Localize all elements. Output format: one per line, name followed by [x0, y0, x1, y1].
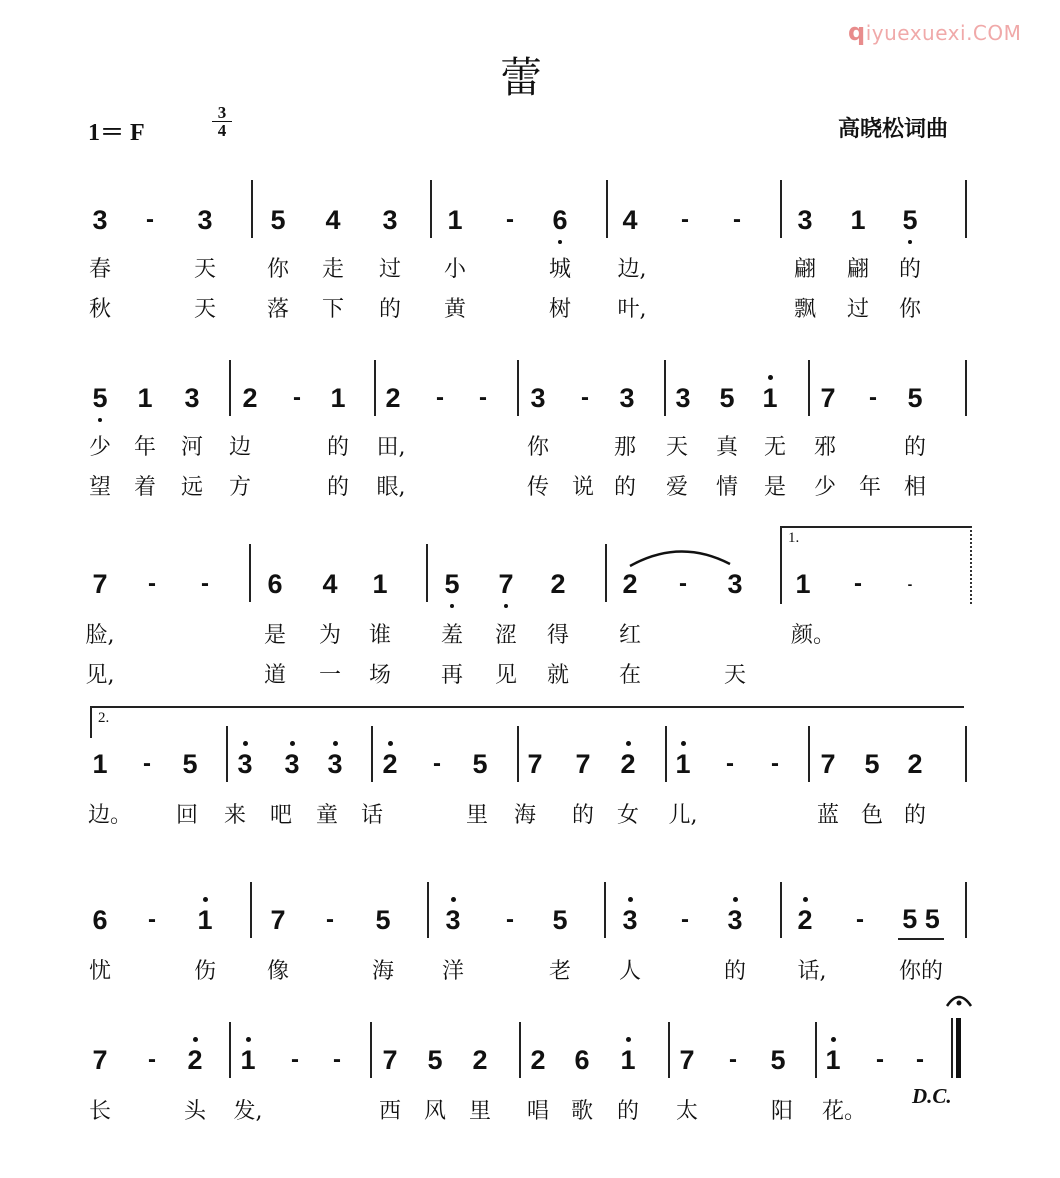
note-row: [0, 1040, 1060, 1080]
note-high: 1: [613, 1040, 643, 1080]
lyric: 爱: [665, 475, 688, 500]
lyric: 见: [494, 663, 517, 688]
lyric: 风: [423, 1099, 446, 1124]
note: 4: [622, 205, 638, 235]
note: 7: [820, 749, 836, 779]
time-signature-bottom: 4: [212, 121, 232, 139]
note: 5: [719, 383, 735, 413]
note-dash: -: [733, 206, 741, 233]
note-dash: -: [148, 570, 156, 597]
lyric: 那: [613, 435, 636, 460]
lyric: 无: [763, 435, 786, 460]
lyric: 童: [315, 803, 338, 828]
lyric: 色: [860, 803, 883, 828]
volta-number: 1.: [788, 530, 800, 546]
lyric: 的: [616, 1099, 639, 1124]
note: 6: [267, 569, 283, 599]
lyric: 谁: [368, 623, 391, 648]
note: 3: [184, 383, 200, 413]
note: 7: [820, 383, 836, 413]
lyric: 你: [898, 297, 921, 322]
lyric: 年: [133, 435, 156, 460]
volta-number: 2.: [98, 710, 110, 726]
lyric: 的: [903, 435, 926, 460]
lyric: 是: [263, 623, 286, 648]
note-dash: -: [907, 576, 913, 592]
second-ending-bracket: [90, 706, 964, 738]
note-row: [0, 200, 1060, 240]
lyric: 落: [266, 297, 289, 322]
note-high: 1: [818, 1040, 848, 1080]
lyric: 里: [468, 1099, 491, 1124]
lyric: 太: [675, 1099, 698, 1124]
lyrics-verse-1: [0, 799, 1060, 833]
note: 7: [527, 749, 543, 779]
lyric: 脸,: [85, 623, 115, 648]
lyric: 你的: [898, 959, 943, 984]
lyric: 头: [183, 1099, 206, 1124]
note: 1: [330, 383, 346, 413]
note: 7: [575, 749, 591, 779]
lyric: 是: [763, 475, 786, 500]
lyric: 的: [613, 475, 636, 500]
lyric: 花。: [822, 1099, 867, 1124]
note-dash: -: [148, 1046, 156, 1073]
note: 4: [322, 569, 338, 599]
note-dash: -: [854, 570, 862, 597]
lyric: 场: [368, 663, 391, 688]
note: 5: [864, 749, 880, 779]
note: 5: [182, 749, 198, 779]
watermark-text: iyuexuexi.COM: [865, 21, 1022, 45]
note: 2: [907, 749, 923, 779]
lyric: 你: [526, 435, 549, 460]
lyrics-verse-1: [0, 619, 1060, 653]
note-dash: -: [581, 384, 589, 411]
lyric: 的: [571, 803, 594, 828]
lyric: 年: [858, 475, 881, 500]
lyric: 真: [715, 435, 738, 460]
note-high: 3: [320, 744, 350, 784]
note: 3: [197, 205, 213, 235]
note-dash: -: [436, 384, 444, 411]
watermark-logo-icon: q: [848, 18, 866, 46]
lyrics-verse-1: [0, 955, 1060, 989]
note: 3: [92, 205, 108, 235]
lyric: 长: [88, 1099, 111, 1124]
lyric: 一: [318, 663, 341, 688]
lyric: 颜。: [791, 623, 836, 648]
lyric: 少: [88, 435, 111, 460]
note: 5: [427, 1045, 443, 1075]
lyrics-verse-1: [0, 253, 1060, 287]
note-dash: -: [729, 1046, 737, 1073]
lyric: 阳: [770, 1099, 793, 1124]
lyric: 说: [571, 475, 594, 500]
lyric: 海: [513, 803, 536, 828]
note: 2: [472, 1045, 488, 1075]
lyric: 边。: [88, 803, 133, 828]
lyric: 树: [548, 297, 571, 322]
lyric: 过: [378, 257, 401, 282]
lyric: 相: [903, 475, 926, 500]
lyric: 望: [88, 475, 111, 500]
lyric: 传: [526, 475, 549, 500]
lyric: 翩: [793, 257, 816, 282]
note-dash: -: [479, 384, 487, 411]
lyric: 下: [321, 297, 344, 322]
lyrics-verse-1: [0, 1095, 1060, 1129]
note: 5: [770, 1045, 786, 1075]
lyrics-verse-2: [0, 471, 1060, 505]
note: 1: [372, 569, 388, 599]
lyric: 涩: [494, 623, 517, 648]
lyric: 人: [618, 959, 641, 984]
lyric: 见,: [85, 663, 115, 688]
note-high: 3: [230, 744, 260, 784]
note: 2: [242, 383, 258, 413]
lyric: 邪: [813, 435, 836, 460]
note: 1: [795, 569, 811, 599]
lyric: 走: [321, 257, 344, 282]
note: 6: [92, 905, 108, 935]
lyric: 天: [723, 663, 746, 688]
lyric: 着: [133, 475, 156, 500]
lyric: 天: [193, 257, 216, 282]
note: 2: [530, 1045, 546, 1075]
note-dash: -: [681, 206, 689, 233]
lyric: 的: [378, 297, 401, 322]
lyrics-verse-2: [0, 293, 1060, 327]
lyric: 秋: [88, 297, 111, 322]
lyric: 再: [440, 663, 463, 688]
lyric: 的: [326, 475, 349, 500]
site-watermark: [848, 18, 1021, 46]
lyric: 就: [546, 663, 569, 688]
note: 2: [622, 569, 638, 599]
note-high: 1: [233, 1040, 263, 1080]
note-high: 2: [790, 900, 820, 940]
note-low: 7: [491, 564, 521, 604]
lyric: 伤: [193, 959, 216, 984]
note-dash: -: [326, 906, 334, 933]
lyric: 边,: [617, 257, 647, 282]
note: 5: [907, 383, 923, 413]
note-high: 1: [190, 900, 220, 940]
lyric: 红: [618, 623, 641, 648]
note: 5: [270, 205, 286, 235]
note-dash: -: [856, 906, 864, 933]
note-high: 2: [180, 1040, 210, 1080]
note-dash: -: [681, 906, 689, 933]
lyric: 唱: [526, 1099, 549, 1124]
time-signature: [212, 104, 232, 139]
note-dash: -: [916, 1046, 924, 1073]
lyric: 的: [326, 435, 349, 460]
lyric: 飘: [793, 297, 816, 322]
lyric: 忧: [88, 959, 111, 984]
song-title: 蕾: [500, 53, 543, 102]
note-dash: -: [293, 384, 301, 411]
note-dash: -: [506, 206, 514, 233]
lyric: 为: [318, 623, 341, 648]
note: 7: [382, 1045, 398, 1075]
note-high: 3: [720, 900, 750, 940]
fermata-icon: [944, 988, 974, 1010]
lyric: 春: [88, 257, 111, 282]
lyric: 里: [465, 803, 488, 828]
note-high: 2: [375, 744, 405, 784]
note-dash: -: [679, 570, 687, 597]
lyric: 远: [180, 475, 203, 500]
lyric: 西: [378, 1099, 401, 1124]
note-dash: -: [869, 384, 877, 411]
lyric: 儿,: [668, 803, 698, 828]
note: 3: [675, 383, 691, 413]
note: 7: [270, 905, 286, 935]
note: 6: [574, 1045, 590, 1075]
note: 3: [797, 205, 813, 235]
note: 7: [92, 569, 108, 599]
note-low: 6: [545, 200, 575, 240]
lyric: 情: [715, 475, 738, 500]
note: 2: [385, 383, 401, 413]
lyric: 洋: [441, 959, 464, 984]
lyric: 天: [665, 435, 688, 460]
lyric: 回: [175, 803, 198, 828]
note-row: [0, 564, 1060, 604]
time-signature-top: 3: [217, 103, 227, 122]
note-row: [0, 900, 1060, 940]
note-dash: -: [148, 906, 156, 933]
lyric: 道: [263, 663, 286, 688]
note: 3: [727, 569, 743, 599]
lyric: 方: [228, 475, 251, 500]
note-row: [0, 744, 1060, 784]
note: 5: [375, 905, 391, 935]
key-signature: 1＝ F: [88, 120, 145, 146]
lyric: 天: [193, 297, 216, 322]
lyric: 在: [618, 663, 641, 688]
lyric: 老: [548, 959, 571, 984]
lyric: 吧: [269, 803, 292, 828]
note-high: 2: [613, 744, 643, 784]
note: 1: [447, 205, 463, 235]
lyric: 过: [846, 297, 869, 322]
note-dash: -: [201, 570, 209, 597]
lyric: 得: [546, 623, 569, 648]
note: 3: [530, 383, 546, 413]
note: 4: [325, 205, 341, 235]
lyric: 边: [228, 435, 251, 460]
note-high: 3: [277, 744, 307, 784]
da-capo-marking: D.C.: [912, 1084, 952, 1108]
note: 7: [679, 1045, 695, 1075]
lyric: 小: [443, 257, 466, 282]
note-high: 3: [615, 900, 645, 940]
note: 3: [382, 205, 398, 235]
lyric: 城: [548, 257, 571, 282]
lyric: 你: [266, 257, 289, 282]
lyric: 眼,: [376, 475, 406, 500]
lyric: 叶,: [617, 297, 647, 322]
note-high: 1: [668, 744, 698, 784]
note-dash: -: [146, 206, 154, 233]
note-dash: -: [771, 750, 779, 777]
lyric: 歌: [570, 1099, 593, 1124]
note-dash: -: [876, 1046, 884, 1073]
note-low: 5: [437, 564, 467, 604]
note: 7: [92, 1045, 108, 1075]
lyrics-verse-2: [0, 659, 1060, 693]
lyric: 羞: [440, 623, 463, 648]
lyric: 少: [813, 475, 836, 500]
note: 5: [552, 905, 568, 935]
lyric: 蓝: [816, 803, 839, 828]
note-dash: -: [291, 1046, 299, 1073]
note: 2: [550, 569, 566, 599]
note-dash: -: [506, 906, 514, 933]
lyric: 话: [360, 803, 383, 828]
lyric: 河: [180, 435, 203, 460]
note-high: 3: [438, 900, 468, 940]
note-dash: -: [433, 750, 441, 777]
lyric: 的: [723, 959, 746, 984]
lyric: 话,: [797, 959, 827, 984]
eighth-note-pair: 5 5: [898, 900, 944, 940]
note-dash: -: [143, 750, 151, 777]
lyric: 的: [903, 803, 926, 828]
lyric: 翩: [846, 257, 869, 282]
lyric: 发,: [233, 1099, 263, 1124]
note: 3: [619, 383, 635, 413]
lyric: 的: [898, 257, 921, 282]
lyrics-verse-1: [0, 431, 1060, 465]
lyric: 海: [371, 959, 394, 984]
lyric: 像: [266, 959, 289, 984]
note-low: 5: [895, 200, 925, 240]
note-high: 1: [755, 378, 785, 418]
composer-credit: 高晓松词曲: [838, 116, 949, 142]
lyric: 田,: [376, 435, 406, 460]
note: 1: [92, 749, 108, 779]
note-low: 5: [85, 378, 115, 418]
note: 5: [472, 749, 488, 779]
note-row: [0, 378, 1060, 418]
note: 1: [137, 383, 153, 413]
lyric: 黄: [443, 297, 466, 322]
note-dash: -: [726, 750, 734, 777]
note: 1: [850, 205, 866, 235]
lyric: 女: [616, 803, 639, 828]
note-dash: -: [333, 1046, 341, 1073]
lyric: 来: [223, 803, 246, 828]
